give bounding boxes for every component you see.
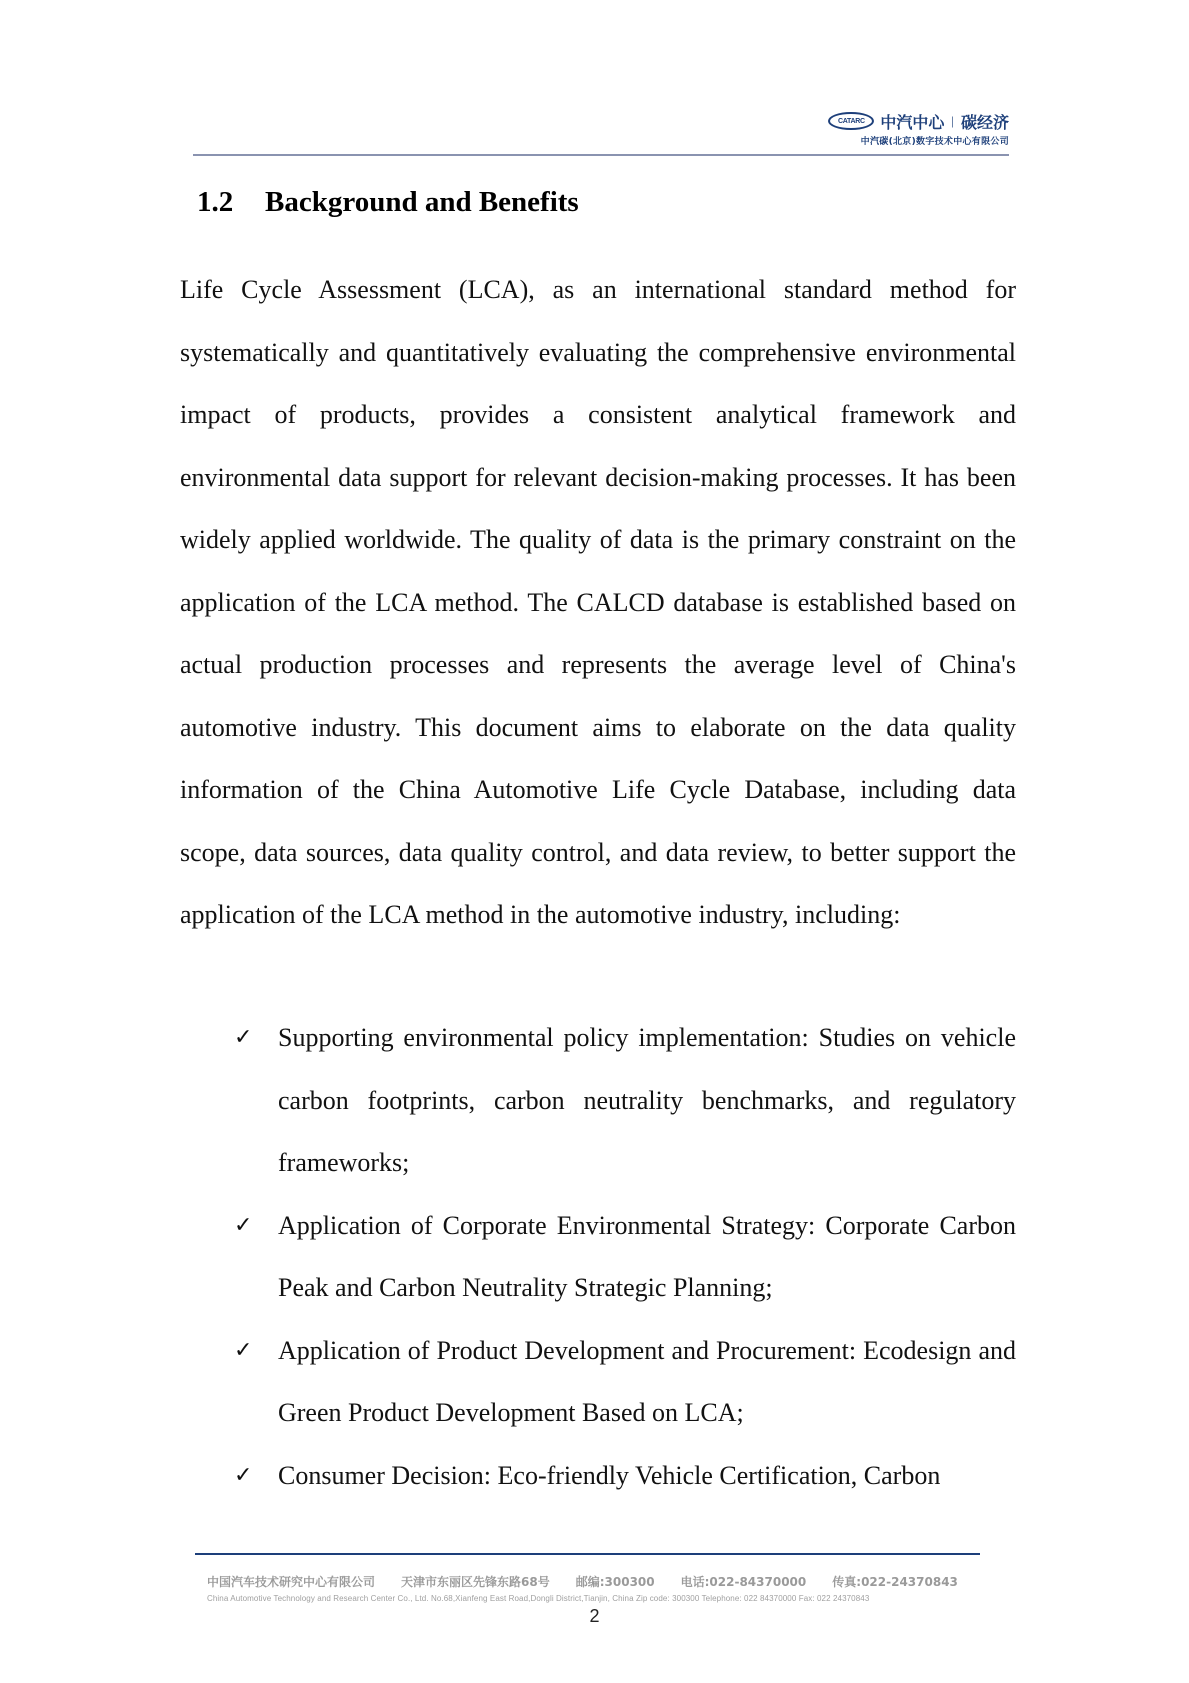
list-item [180,1445,1016,1508]
list-item-text: Consumer Decision: Eco-friendly Vehicle Certification, Carbon [278,1460,941,1490]
logo-separator: | [951,113,954,128]
list-item-text: Application of Corporate Environmental Strategy: Corporate Carbon Peak and Carbon Neutrality Strategic Planning; [278,1210,1016,1302]
list-item [180,1007,1016,1195]
logo-name-right: 碳经济 [960,112,1009,132]
footer-phone: 电话:022-84370000 [680,1574,807,1589]
check-icon: ✓ [234,1462,253,1488]
list-item [180,1320,1016,1445]
check-icon: ✓ [234,1025,253,1050]
footer-address: 天津市东丽区先锋东路68号 [401,1574,550,1589]
catarc-badge-icon: CATARC [828,112,874,130]
company-logo [828,110,1009,147]
list-item-text: Supporting environmental policy implementation: Studies on vehicle carbon footprints, carbon neutrality benchmarks, and regulatory frameworks; [278,1023,1016,1177]
list-item-text: Application of Product Development and Procurement: Ecodesign and Green Product Development Based on LCA; [278,1335,1016,1427]
footer-divider [195,1553,980,1555]
body-paragraph: Life Cycle Assessment (LCA), as an international standard method for systematically and quantitatively evaluating the comprehensive environmental impact of products, provides a consistent analytical framework and environmental data support for relevant decision-making processes. It has been widely applied worldwide. The quality of data is the primary constraint on the application of the LCA method. The CALCD database is established based on actual production processes and represents the average level of China's automotive industry. This document aims to elaborate on the data quality information of the China Automotive Life Cycle Database, including data scope, data sources, data quality control, and data review, to better support the application of the LCA method in the automotive industry, including: [180,275,1016,929]
page-number: 2 [589,1606,600,1626]
section-heading [197,186,579,219]
header-divider [193,154,1009,156]
benefits-list [180,1007,1016,1507]
section-number: 1.2 [197,186,234,218]
footer-fax: 传真:022-24370843 [832,1574,958,1589]
footer-english-line: China Automotive Technology and Research Center Co., Ltd. No.68,Xianfeng East Road,Dongli District,Tianjin, China Zip code: 300300 Telephone: 022 84370000 Fax: 022 24370843 [207,1593,870,1603]
logo-name-left: 中汽中心 [880,112,945,132]
list-item [180,1195,1016,1320]
footer-zip: 邮编:300300 [575,1574,655,1589]
check-icon: ✓ [234,1337,253,1363]
section-title: Background and Benefits [265,186,579,218]
check-icon: ✓ [234,1212,253,1238]
footer-chinese-line [195,1573,980,1590]
page-header [193,110,1009,160]
page-footer [195,1553,980,1603]
logo-subtitle: 中汽碳(北京)数字技术中心有限公司 [860,137,1009,147]
footer-company: 中国汽车技术研究中心有限公司 [207,1574,376,1589]
